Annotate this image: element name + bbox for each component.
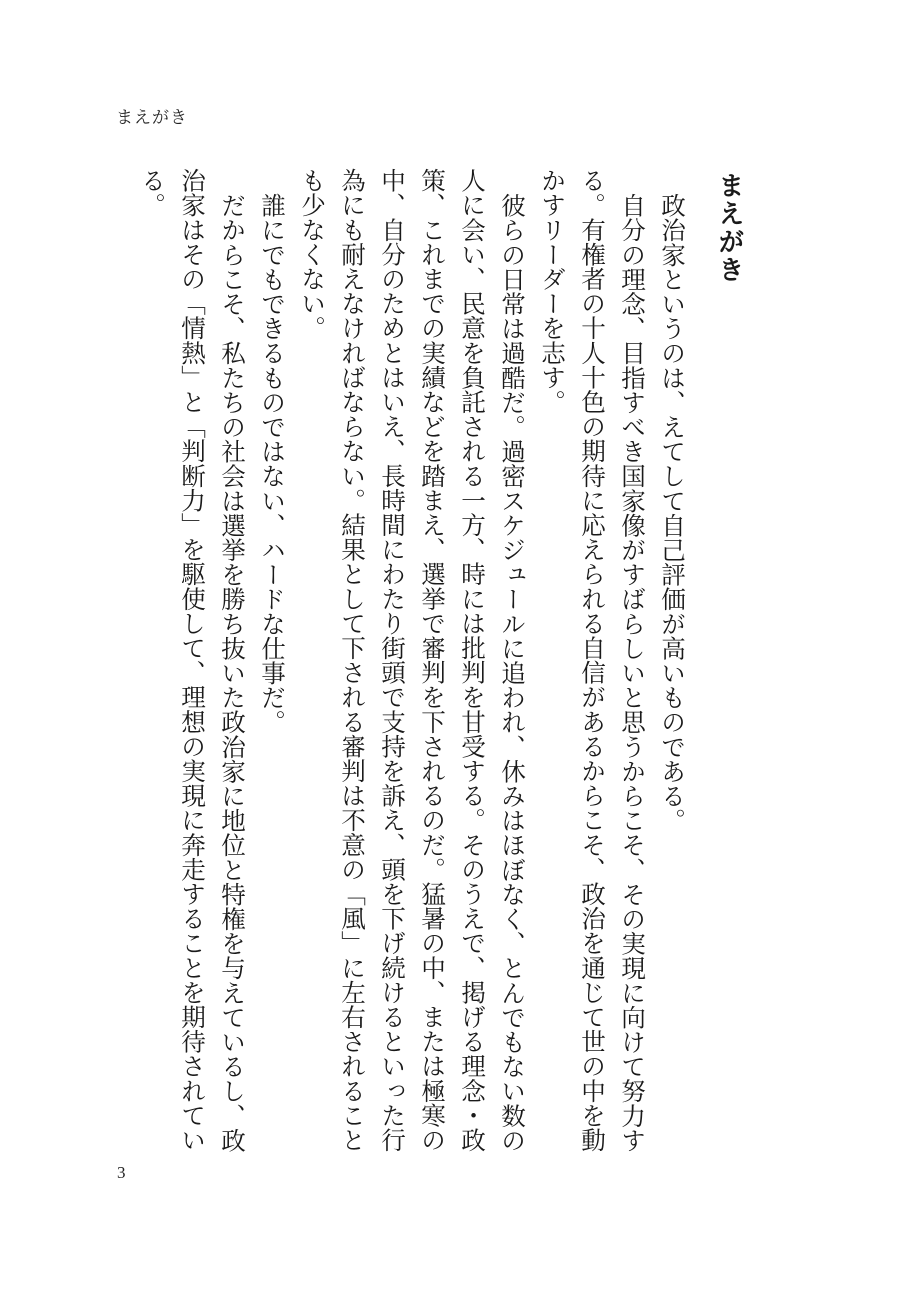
paragraph: 自分の理念、目指すべき国家像がすばらしいと思うからこそ、その実現に向けて努力する。有権者の十人十色の期待に応えられる自信があるからこそ、政治を通じて世の中を動かすリーダーを志す。 [538,168,647,1152]
body-text [132,168,692,1158]
paragraph: 政治家というのは、えてして自己評価が高いものである。 [658,192,687,833]
paragraph: だからこそ、私たちの社会は選挙を勝ち抜いた政治家に地位と特権を与えているし、政治家はその「情熱」と「判断力」を駆使して、理想の実現に奔走することを期待されている。 [138,168,247,1152]
running-head: まえがき [116,108,188,128]
chapter-title: まえがき [714,172,744,284]
paragraph: 誰にでもできるものではない、ハードな仕事だ。 [258,192,287,734]
page-number: 3 [117,1163,126,1182]
paragraph: 彼らの日常は過酷だ。過密スケジュールに追われ、休みはほぼなく、とんでもない数の人に会い、民意を負託される一方、時には批判を甘受する。そのうえで、掲げる理念・政策、これまでの実績などを踏まえ、選挙で審判を下されるのだ。猛暑の中、または極寒の中、自分のためとはいえ、長時間にわたり街頭で支持を訴え、頭を下げ続けるといった行為にも耐えなければならない。結果として下される審判は不意の「風」に左右されることも少なくない。 [298,168,527,1152]
